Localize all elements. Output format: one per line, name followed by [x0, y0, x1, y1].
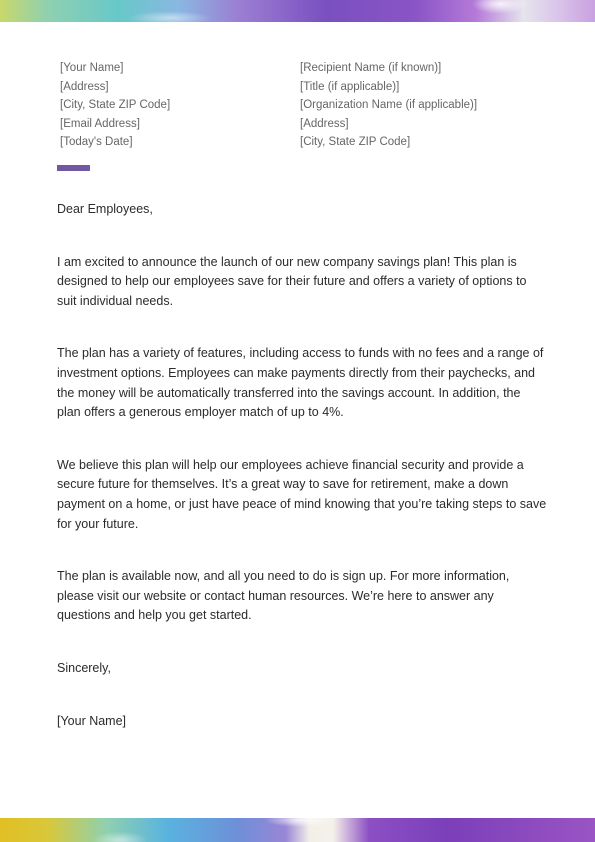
- recipient-organization: [Organization Name (if applicable)]: [300, 99, 478, 112]
- decorative-bottom-band: [0, 818, 595, 842]
- letter-paragraph: The plan has a variety of features, including access to funds with no fees and a range of investment options. Employees can make payments directly from their paychecks, and the money will be automatically transferred into the savings account. In addition, the plan offers a generous employer match of up to 4%.: [57, 346, 544, 420]
- sender-name: [Your Name]: [60, 62, 124, 74]
- letter-date: [Today's Date]: [60, 136, 133, 149]
- accent-divider: [57, 165, 90, 171]
- letter-body: [57, 200, 547, 731]
- sender-city-state-zip: [City, State ZIP Code]: [60, 99, 171, 112]
- letter-signature: [Your Name]: [57, 713, 127, 728]
- recipient-address-block: [300, 59, 477, 152]
- recipient-name: [Recipient Name (if known)]: [300, 62, 442, 74]
- recipient-title: [Title (if applicable)]: [300, 80, 400, 93]
- letter-paragraph: The plan is available now, and all you need to do is sign up. For more information, please visit our website or contact human resources. We’re here to answer any questions and help you get started.: [57, 569, 510, 623]
- recipient-address: [Address]: [300, 117, 349, 130]
- decorative-top-band: [0, 0, 595, 22]
- letter-paragraph: I am excited to announce the launch of our new company savings plan! This plan is designed to help our employees save for their future and offers a variety of options to suit individual needs.: [57, 254, 527, 308]
- sender-email: [Email Address]: [60, 117, 140, 130]
- letter-closing: Sincerely,: [57, 660, 111, 675]
- letter-paragraph: We believe this plan will help our employees achieve financial security and provide a secure future for themselves. It’s a great way to save for retirement, make a down payment on a home, or just have peace of mind knowing that you’re taking steps to save for your future.: [57, 457, 547, 531]
- letter-greeting: Dear Employees,: [57, 202, 153, 216]
- sender-address-block: [60, 59, 170, 152]
- sender-address: [Address]: [60, 80, 109, 93]
- recipient-city-state-zip: [City, State ZIP Code]: [300, 136, 411, 149]
